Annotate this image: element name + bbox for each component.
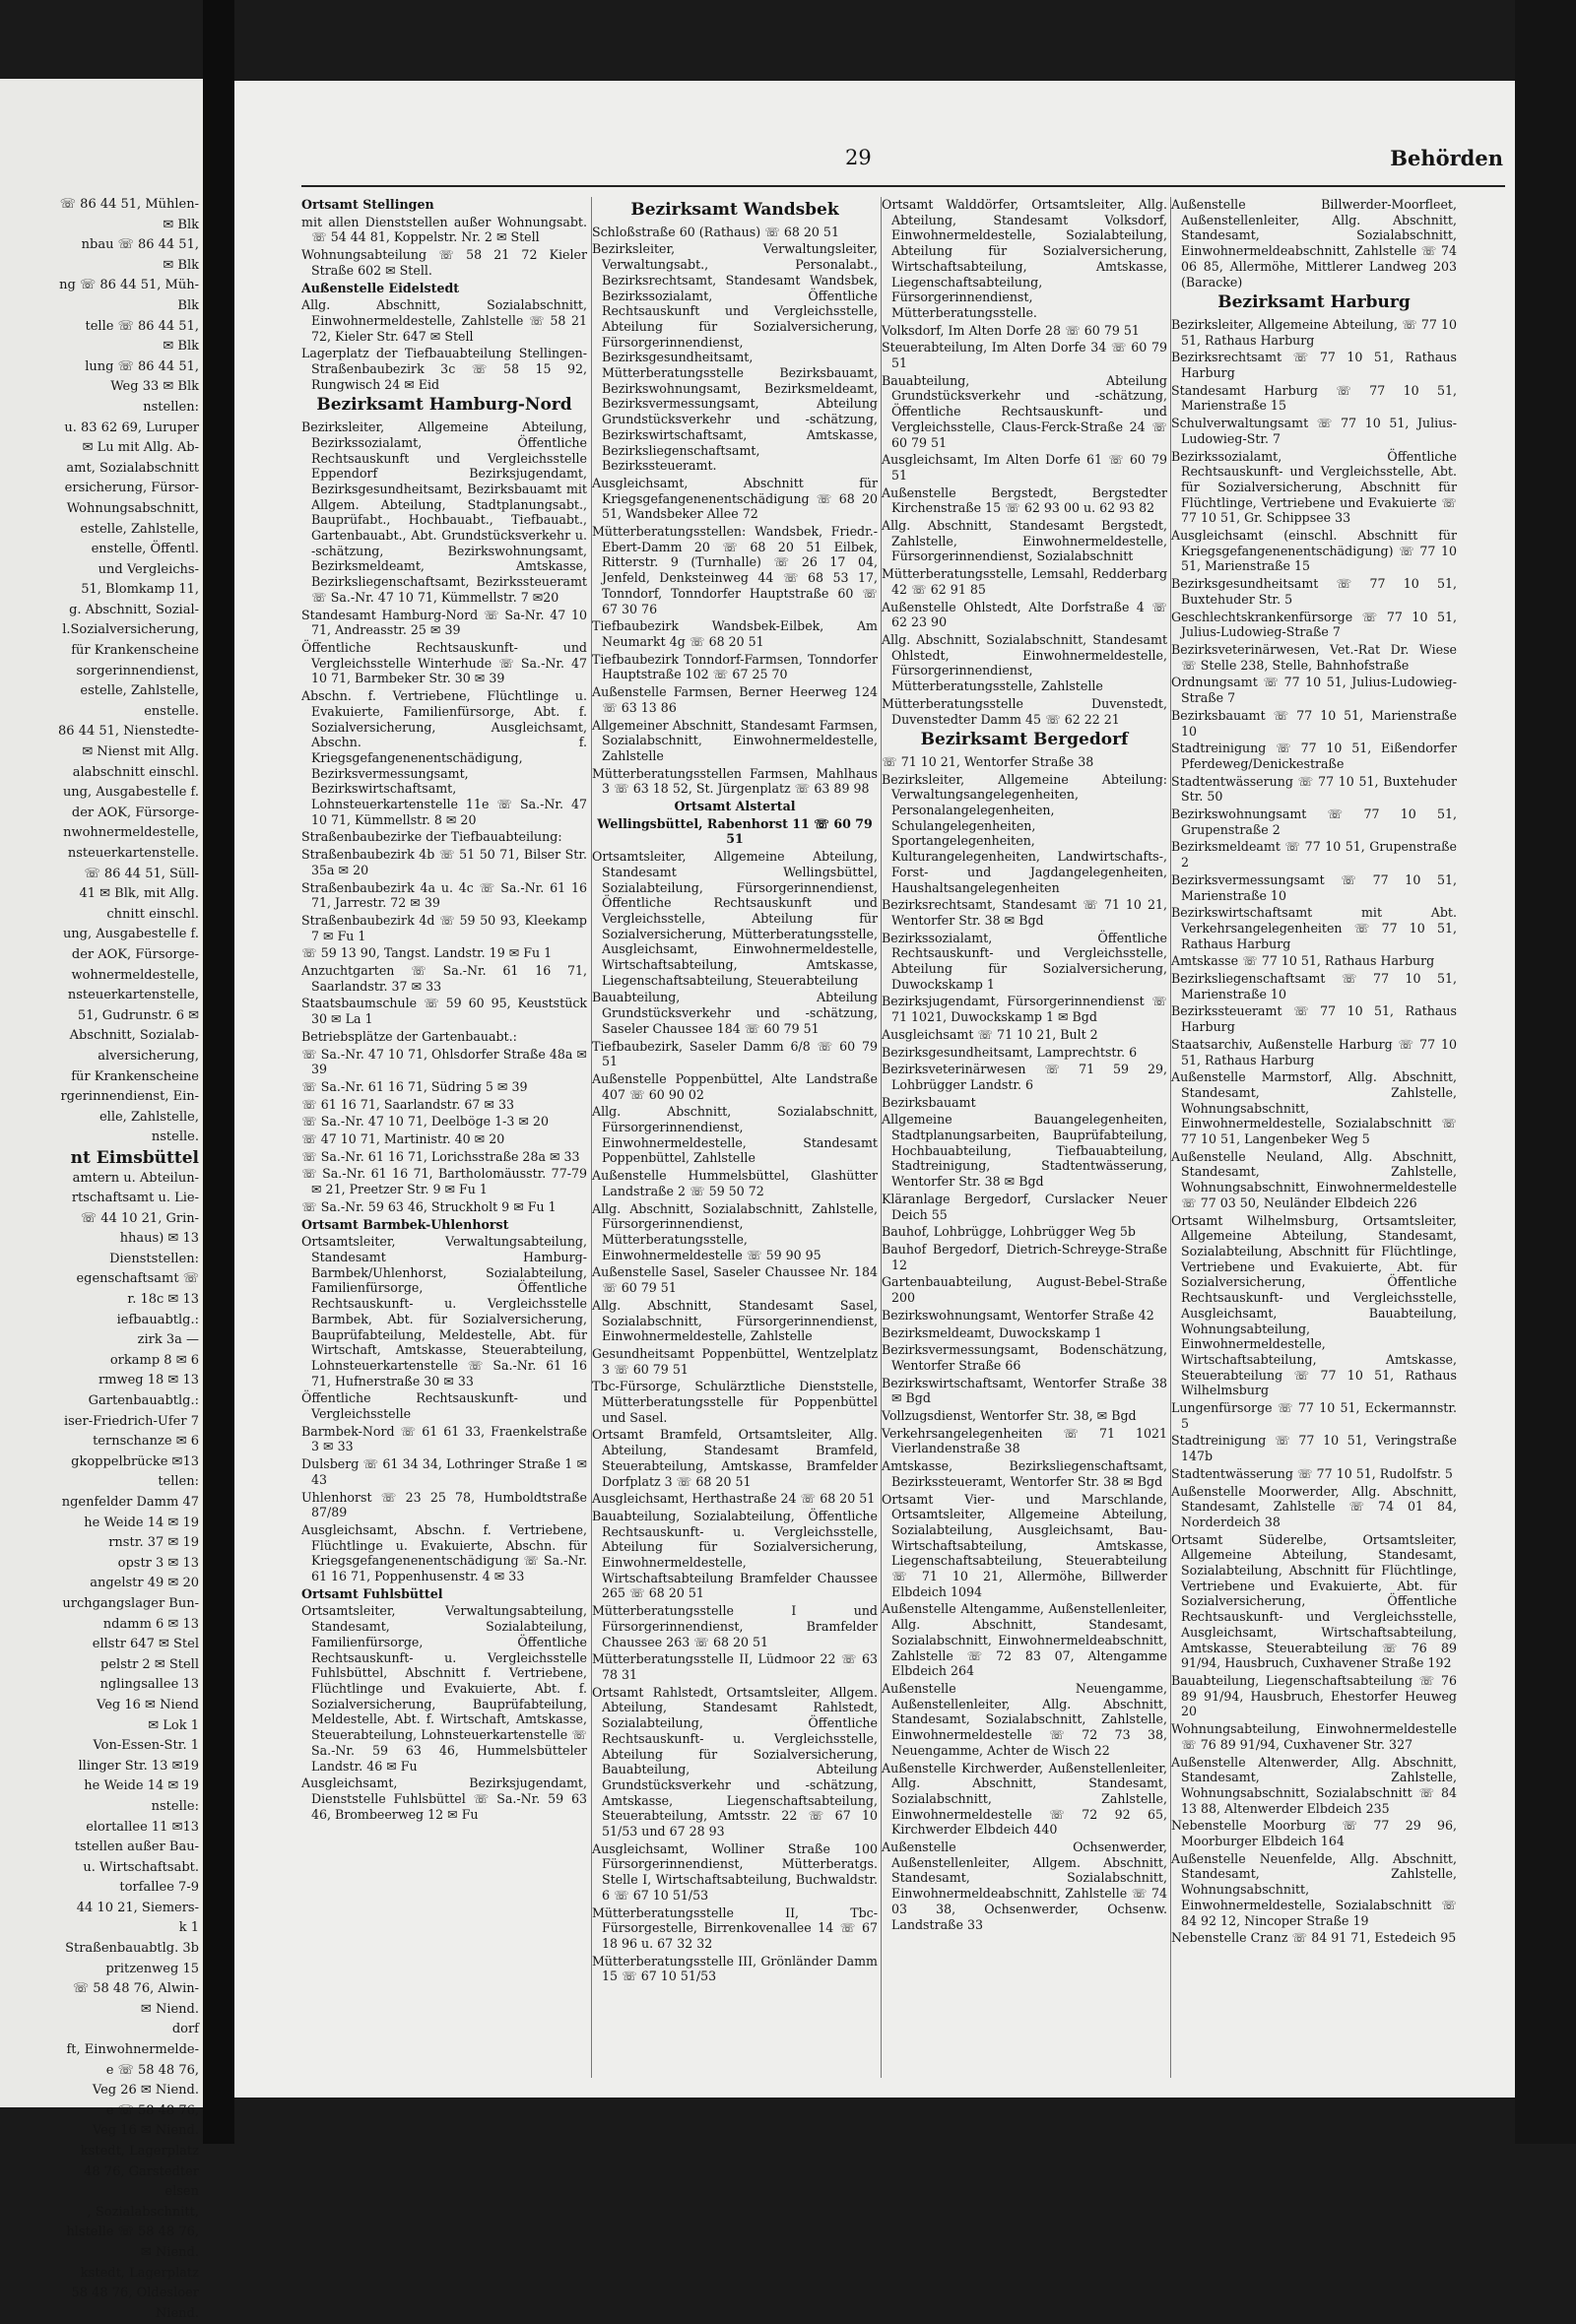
directory-entry: Ausgleichsamt, Abschnitt für Kriegsgefangenenentschädigung ☏ 68 20 51, Wandsbeker Allee 72 <box>592 475 878 522</box>
fragment-line: hhaus) ✉ 13 <box>119 1231 199 1247</box>
fragment-line: ng ☏ 86 44 51, Müh- <box>59 278 199 293</box>
directory-entry: Ortsamt Barmbek-Uhlenhorst <box>301 1216 509 1232</box>
fragment-line: ✉ Lok 1 <box>148 1717 199 1733</box>
directory-entry: Gesundheitsamt Poppenbüttel, Wentzelplatz 3 ☏ 60 79 51 <box>592 1345 878 1377</box>
fragment-line: u. 83 62 69, Luruper <box>64 420 199 435</box>
fragment-line: hlstelle ☏ 58 48 76, <box>66 2225 199 2240</box>
directory-entry: Bezirksgesundheitsamt, Lamprechtstr. 6 <box>882 1044 1138 1060</box>
directory-entry: Nebenstelle Moorburg ☏ 77 29 96, Moorburger Elbdeich 164 <box>1171 1818 1457 1849</box>
fragment-line: ☏ 58 48 76, Alwin- <box>72 1981 199 1997</box>
fragment-line: ✉ Niend. <box>140 2001 199 2017</box>
fragment-line: Gartenbauabtlg.: <box>88 1393 199 1409</box>
fragment-line: 58 48 76, Oldesloer <box>71 2286 199 2301</box>
fragment-line: egenschaftsamt ☏ <box>76 1271 199 1287</box>
fragment-line: nglingsallee 13 <box>99 1677 199 1693</box>
directory-entry: ☏ Sa.-Nr. 59 63 46, Struckholt 9 ✉ Fu 1 <box>301 1198 557 1214</box>
directory-entry: ☏ Sa.-Nr. 61 16 71, Bartholomäusstr. 77-79 ✉ 21, Preetzer Str. 9 ✉ Fu 1 <box>301 1166 587 1197</box>
section-heading: Bezirksamt Harburg <box>1217 292 1411 313</box>
fragment-line: ✉ Blk <box>163 257 199 273</box>
directory-entry: Außenstelle Marmstorf, Allg. Abschnitt, Standesamt, Zahlstelle, Wohnungsabschnitt, Einwohnermeldestelle, Sozialabschnitt ☏ 77 10 51, Langenbeker Weg 5 <box>1171 1069 1457 1147</box>
fragment-line: ung, Ausgabestelle f. <box>62 927 199 942</box>
directory-entry: Bezirksleiter, Allgemeine Abteilung, Bezirkssozialamt, Öffentliche Rechtsauskunft und Vergleichsstelle Eppendorf Bezirksjugendamt, Bezirksgesundheitsamt, Bezirksbauamt mit Allgem. Abteilung, Stadtplanungsabt., Bauprüfabt., Hochbauabt., Tiefbauabt., Gartenbauabt., Abt. Grundstücksverkehr u. -schätzung, Bezirkswohnungsamt, Bezirksmeldeamt, Amtskasse, Bezirksliegenschaftsamt, Bezirkssteueramt ☏ Sa.-Nr. 47 10 71, Kümmellstr. 7 ✉20 <box>301 420 587 605</box>
fragment-line: tstellen außer Bau- <box>74 1840 199 1855</box>
directory-entry: Bezirksrechtsamt ☏ 77 10 51, Rathaus Harburg <box>1171 350 1457 381</box>
directory-entry: Ortsamt Bramfeld, Ortsamtsleiter, Allg. Abteilung, Standesamt Bramfeld, Steuerabteilung, Amtskasse, Bramfelder Dorfplatz 3 ☏ 68 20 51 <box>592 1427 878 1489</box>
directory-entry: Mütterberatungsstelle I und Fürsorgerinnendienst, Bramfelder Chaussee 263 ☏ 68 20 51 <box>592 1603 878 1649</box>
fragment-line: ✉ Lu mit Allg. Ab- <box>82 440 199 456</box>
directory-entry: Ortsamt Vier- und Marschlande, Ortsamtsleiter, Allgemeine Abteilung, Sozialabteilung, Ausgleichsamt, Bau-Wirtschaftsabteilung, Amtskasse, Liegenschaftsabteilung, Steuerabteilung ☏ 71 10 21, Allermöhe, Billwerder Elbdeich 1094 <box>882 1491 1167 1599</box>
directory-entry: Allg. Abschnitt, Standesamt Sasel, Sozialabschnitt, Fürsorgerinnendienst, Einwohnermeldestelle, Zahlstelle <box>592 1297 878 1344</box>
fragment-line: Veg 26 ✉ Niend. <box>92 2083 199 2098</box>
directory-column-2 <box>591 197 878 2078</box>
directory-entry: Bezirksgesundheitsamt ☏ 77 10 51, Buxtehuder Str. 5 <box>1171 576 1457 607</box>
directory-entry: Bezirksvermessungsamt, Bodenschätzung, Wentorfer Straße 66 <box>882 1342 1167 1373</box>
directory-entry: Straßenbaubezirke der Tiefbauabteilung: <box>301 829 562 845</box>
directory-entry: Ortsamtsleiter, Allgemeine Abteilung, Standesamt Wellingsbüttel, Sozialabteilung, Fürsorgerinnendienst, Öffentliche Rechtsauskunft und Vergleichsstelle, Abteilung für Sozialversicherung, Mütterberatungsstelle, Ausgleichsamt, Einwohnermeldestelle, Wirtschaftsabteilung, Amtskasse, Liegenschaftsabteilung, Steuerabteilung <box>592 849 878 988</box>
directory-entry: Bauabteilung, Abteilung Grundstücksverkehr und -schätzung, Saseler Chaussee 184 ☏ 60 79 51 <box>592 990 878 1036</box>
directory-entry: Ausgleichsamt, Im Alten Dorfe 61 ☏ 60 79 51 <box>882 452 1167 483</box>
directory-entry: Außenstelle Kirchwerder, Außenstellenleiter, Allg. Abschnitt, Standesamt, Sozialabschnitt, Zahlstelle, Einwohnermeldestelle ☏ 72 92 65, Kirchwerder Elbdeich 440 <box>882 1760 1167 1838</box>
directory-entry: Bezirksrechtsamt, Standesamt ☏ 71 10 21, Wentorfer Str. 38 ✉ Bgd <box>882 897 1167 928</box>
directory-entry: Amtskasse ☏ 77 10 51, Rathaus Harburg <box>1171 953 1435 969</box>
directory-entry: Amtskasse, Bezirksliegenschaftsamt, Bezirkssteueramt, Wentorfer Str. 38 ✉ Bgd <box>882 1458 1167 1489</box>
directory-column-4 <box>1170 197 1457 2078</box>
directory-entry: Ortsamt Süderelbe, Ortsamtsleiter, Allgemeine Abteilung, Standesamt, Sozialabteilung, Abschnitt für Flüchtlinge, Vertriebene und Evakuierte, Abt. für Sozialversicherung, Öffentliche Rechtsauskunft- und Vergleichsstelle, Ausgleichsamt, Wirtschaftsabteilung, Amtskasse, Steuerabteilung ☏ 76 89 91/94, Hausbruch, Cuxhavener Straße 192 <box>1171 1531 1457 1671</box>
fragment-line: Abschnitt, Sozialab- <box>69 1028 199 1044</box>
directory-column-1 <box>301 197 587 2078</box>
fragment-line: Von-Essen-Str. 1 <box>93 1738 199 1754</box>
directory-entry: Außenstelle Altenwerder, Allg. Abschnitt, Standesamt, Zahlstelle, Wohnungsabschnitt, Sozialabschnitt ☏ 84 13 88, Altenwerder Elbdeich 235 <box>1171 1754 1457 1816</box>
directory-entry: Bauhof, Lohbrügge, Lohbrügger Weg 5b <box>882 1224 1136 1240</box>
fragment-line: ersicherung, Fürsor- <box>64 481 199 496</box>
directory-entry: Bezirkssozialamt, Öffentliche Rechtsauskunft- und Vergleichsstelle, Abt. für Sozialversicherung, Abschnitt für Flüchtlinge, Vertriebene und Evakuierte ☏ 77 10 51, Gr. Schippsee 33 <box>1171 448 1457 526</box>
fragment-line: 48 76, Garstedter <box>84 2163 199 2179</box>
directory-entry: Ausgleichsamt ☏ 71 10 21, Bult 2 <box>882 1026 1098 1042</box>
directory-entry: Schloßstraße 60 (Rathaus) ☏ 68 20 51 <box>592 224 839 239</box>
directory-entry: Bezirkswohnungsamt ☏ 77 10 51, Grupenstraße 2 <box>1171 807 1457 837</box>
directory-entry: Mütterberatungsstelle, Lemsahl, Redderbarg 42 ☏ 62 91 85 <box>882 566 1168 597</box>
directory-entry: Mütterberatungsstelle III, Grönländer Damm 15 ☏ 67 10 51/53 <box>592 1953 878 1984</box>
page-header <box>234 146 1515 179</box>
directory-entry: ☏ Sa.-Nr. 61 16 71, Lorichsstraße 28a ✉ 33 <box>301 1148 580 1164</box>
fragment-line: rgerinnendienst, Ein- <box>60 1089 199 1105</box>
directory-column-3 <box>881 197 1167 2078</box>
section-title: Behörden <box>1390 146 1503 170</box>
fragment-line: urchgangslager Bun- <box>62 1595 199 1611</box>
directory-entry: ☏ 61 16 71, Saarlandstr. 67 ✉ 33 <box>301 1096 514 1112</box>
fragment-line: Niend. <box>155 2305 199 2321</box>
fragment-line: sorgerinnendienst, <box>76 663 199 678</box>
directory-entry: Stadtentwässerung ☏ 77 10 51, Rudolfstr. 5 <box>1171 1465 1453 1481</box>
directory-entry: Kläranlage Bergedorf, Curslacker Neuer Deich 55 <box>882 1191 1167 1222</box>
directory-entry: Öffentliche Rechtsauskunft- und Vergleichsstelle Winterhude ☏ Sa.-Nr. 47 10 71, Barmbeker Str. 30 ✉ 39 <box>301 639 587 686</box>
fragment-line: Veg 16 ✉ Niend. <box>92 2123 199 2139</box>
directory-entry: Allg. Abschnitt, Sozialabschnitt, Fürsorgerinnendienst, Einwohnermeldestelle, Standesamt Poppenbüttel, Zahlstelle <box>592 1104 878 1166</box>
fragment-line: u. Wirtschaftsabt. <box>83 1859 199 1875</box>
fragment-line: amtern u. Abteilun- <box>72 1170 199 1186</box>
fragment-line: alabschnitt einschl. <box>72 764 199 780</box>
directory-entry: Mütterberatungsstelle II, Lüdmoor 22 ☏ 63 78 31 <box>592 1651 878 1682</box>
directory-entry: Außenstelle Billwerder-Moorfleet, Außenstellenleiter, Allg. Abschnitt, Standesamt, Sozialabschnitt, Einwohnermeldeabschnitt, Zahlstelle ☏ 74 06 85, Allermöhe, Mittlerer Landweg 203 (Baracke) <box>1171 197 1457 290</box>
fragment-line: tellen: <box>158 1474 199 1490</box>
fragment-line: torfallee 7-9 <box>119 1880 199 1896</box>
directory-entry: Außenstelle Neuenfelde, Allg. Abschnitt, Standesamt, Zahlstelle, Wohnungsabschnitt, Einwohnermeldestelle, Sozialabschnitt ☏ 84 92 12, Nincoper Straße 19 <box>1171 1850 1457 1928</box>
fragment-line: ngenfelder Damm 47 <box>61 1495 199 1510</box>
fragment-line: iefbauabtlg.: <box>116 1312 199 1327</box>
fragment-line: kstedt, Lagerplatz <box>80 2265 199 2281</box>
directory-entry: Bezirksjugendamt, Fürsorgerinnendienst ☏ 71 1021, Duwockskamp 1 ✉ Bgd <box>882 994 1167 1025</box>
directory-entry: Mütterberatungsstelle II, Tbc-Fürsorgestelle, Birrenkovenallee 14 ☏ 67 18 96 u. 67 32 32 <box>592 1904 878 1951</box>
fragment-line: für Krankenscheine <box>71 643 199 659</box>
directory-entry: Standesamt Hamburg-Nord ☏ Sa-Nr. 47 10 71, Andreasstr. 25 ✉ 39 <box>301 607 587 638</box>
fragment-line: und Vergleichs- <box>98 561 199 577</box>
fragment-line: estelle, Zahlstelle, <box>80 683 199 699</box>
fragment-line: nwohnermeldestelle, <box>63 825 199 841</box>
directory-entry: Abschn. f. Vertriebene, Flüchtlinge u. Evakuierte, Familienfürsorge, Abt. f. Sozialversicherung, Ausgleichsamt, Abschn. f. Kriegsgefangenenentschädigung, Bezirksvermessungsamt, Bezirkswirtschaftsamt, Lohnsteuerkartenstelle 11e ☏ Sa.-Nr. 47 10 71, Kümmellstr. 8 ✉ 20 <box>301 688 587 827</box>
directory-entry: Allg. Abschnitt, Sozialabschnitt, Einwohnermeldestelle, Zahlstelle ☏ 58 21 72, Kieler Str. 647 ✉ Stell <box>301 297 587 344</box>
fragment-line: lung ☏ 86 44 51, <box>85 358 199 374</box>
directory-entry: Bezirksleiter, Verwaltungsleiter, Verwaltungsabt., Personalabt., Bezirksrechtsamt, Standesamt Wandsbek, Bezirkssozialamt, Öffentliche Rechtsauskunft und Vergleichsstelle, Abteilung für Sozialversicherung, Fürsorgerinnendienst, Bezirksgesundheitsamt, Mütterberatungsstelle Bezirksbauamt, Bezirkswohnungsamt, Bezirksmeldeamt, Bezirksvermessungsamt, Abteilung Grundstücksverkehr und -schätzung, Bezirkswirtschaftsamt, Amtskasse, Bezirksliegenschaftsamt, Bezirkssteueramt. <box>592 241 878 474</box>
fragment-line: g. Abschnitt, Sozial- <box>69 602 199 617</box>
fragment-line: estelle, Zahlstelle, <box>80 521 199 537</box>
header-rule <box>301 185 1505 187</box>
directory-entry: Bezirkswirtschaftsamt, Wentorfer Straße 38 ✉ Bgd <box>882 1375 1167 1406</box>
directory-entry: Ortsamtsleiter, Verwaltungsabteilung, Standesamt Hamburg-Barmbek/Uhlenhorst, Sozialabteilung, Familienfürsorge, Öffentliche Rechtsauskunft- u. Vergleichsstelle Barmbek, Abt. für Sozialversicherung, Bauprüfabteilung, Meldestelle, Abt. für Wirtschaft, Amtskasse, Steuerabteilung, Lohnsteuerkartenstelle ☏ Sa.-Nr. 61 16 71, Hufnerstraße 30 ✉ 33 <box>301 1234 587 1388</box>
fragment-line: ft, Einwohnermelde- <box>66 2042 199 2058</box>
directory-entry: Steuerabteilung, Im Alten Dorfe 34 ☏ 60 79 51 <box>882 340 1167 371</box>
fragment-line: ternschanze ✉ 6 <box>93 1434 199 1450</box>
directory-entry: Standesamt Harburg ☏ 77 10 51, Marienstraße 15 <box>1171 382 1457 414</box>
fragment-line: kstedt, Lagerplatz <box>80 2144 199 2159</box>
directory-entry: Bezirksbauamt <box>882 1094 976 1110</box>
directory-entry: Stadtreinigung ☏ 77 10 51, Eißendorfer Pferdeweg/Denickestraße <box>1171 741 1457 771</box>
directory-entry: Ortsamt Fuhlsbüttel <box>301 1585 443 1601</box>
directory-entry: ☏ 47 10 71, Martinistr. 40 ✉ 20 <box>301 1131 505 1147</box>
directory-entry: ☏ Sa.-Nr. 61 16 71, Südring 5 ✉ 39 <box>301 1078 528 1094</box>
fragment-line: ✉ Blk <box>163 217 199 232</box>
directory-entry: Ausgleichsamt, Herthastraße 24 ☏ 68 20 51 <box>592 1491 876 1507</box>
fragment-line: für Krankenscheine <box>71 1068 199 1084</box>
directory-entry: Ortsamt Alstertal <box>674 799 796 814</box>
directory-entry: Bauabteilung, Sozialabteilung, Öffentliche Rechtsauskunft- u. Vergleichsstelle, Abteilung für Sozialversicherung, Einwohnermeldestelle, Wirtschaftsabteilung Bramfelder Chaussee 265 ☏ 68 20 51 <box>592 1508 878 1601</box>
fragment-line: dorf <box>171 2022 199 2037</box>
directory-entry: Bezirksmeldeamt ☏ 77 10 51, Grupenstraße 2 <box>1171 839 1457 871</box>
fragment-line: der AOK, Fürsorge- <box>71 805 199 820</box>
fragment-line: opstr 3 ✉ 13 <box>117 1555 199 1571</box>
directory-entry: Außenstelle Altengamme, Außenstellenleiter, Allg. Abschnitt, Standesamt, Sozialabschnitt, Einwohnermeldeabschnitt, Zahlstelle ☏ 72 83 07, Altengamme Elbdeich 264 <box>882 1601 1167 1679</box>
directory-entry: Bezirksleiter, Allgemeine Abteilung: Verwaltungsangelegenheiten, Personalangelegenheiten, Schulangelegenheiten, Sportangelegenheiten, Kulturangelegenheiten, Landwirtschafts-, Forst- und Jagdangelegenheiten, Haushaltsangelegenheiten <box>882 771 1167 895</box>
directory-entry: Ausgleichsamt, Wolliner Straße 100 Fürsorgerinnendienst, Mütterberatgs. Stelle I, Wirtschaftsabteilung, Buchwaldstr. 6 ☏ 67 10 51/53 <box>592 1840 878 1903</box>
directory-entry: Tiefbaubezirk Wandsbek-Eilbek, Am Neumarkt 4g ☏ 68 20 51 <box>592 618 878 649</box>
fragment-line: nbau ☏ 86 44 51, <box>81 237 199 253</box>
directory-entry: Allgemeiner Abschnitt, Standesamt Farmsen, Sozialabschnitt, Einwohnermeldestelle, Zahlstelle <box>592 717 878 763</box>
directory-entry: Außenstelle Farmsen, Berner Heerweg 124 ☏ 63 13 86 <box>592 684 878 715</box>
directory-entry: Dulsberg ☏ 61 34 34, Lothringer Straße 1 ✉ 43 <box>301 1456 587 1487</box>
directory-entry: Uhlenhorst ☏ 23 25 78, Humboldtstraße 87/89 <box>301 1489 587 1520</box>
directory-entry: Tiefbaubezirk Tonndorf-Farmsen, Tonndorfer Hauptstraße 102 ☏ 67 25 70 <box>592 651 878 682</box>
fragment-line: nsteuerkartenstelle, <box>67 988 199 1003</box>
directory-entry: Bezirkssteueramt ☏ 77 10 51, Rathaus Harburg <box>1171 1003 1457 1035</box>
fragment-line: rtschaftsamt u. Lie- <box>71 1191 199 1206</box>
fragment-line: 41 ✉ Blk, mit Allg. <box>79 886 199 902</box>
directory-entry: Allgemeine Bauangelegenheiten, Stadtplanungsarbeiten, Bauprüfabteilung, Hochbauabteilung, Tiefbauabteilung, Stadtreinigung, Stadtentwässerung, Wentorfer Str. 38 ✉ Bgd <box>882 1112 1167 1190</box>
directory-entry: Tiefbaubezirk, Saseler Damm 6/8 ☏ 60 79 51 <box>592 1038 878 1069</box>
fragment-line: Weg 33 ✉ Blk <box>110 379 199 395</box>
fragment-line: ndamm 6 ✉ 13 <box>102 1616 199 1632</box>
fragment-line: telle ☏ 86 44 51, <box>85 318 199 334</box>
fragment-line: Dienststellen: <box>109 1251 199 1266</box>
directory-entry: Volksdorf, Im Alten Dorfe 28 ☏ 60 79 51 <box>882 322 1140 338</box>
directory-entry: Allg. Abschnitt, Sozialabschnitt, Zahlstelle, Fürsorgerinnendienst, Mütterberatungsstelle, Einwohnermeldestelle ☏ 59 90 95 <box>592 1200 878 1262</box>
directory-entry: Straßenbaubezirk 4a u. 4c ☏ Sa.-Nr. 61 16 71, Jarrestr. 72 ✉ 39 <box>301 879 587 911</box>
page-number: 29 <box>845 146 872 169</box>
directory-entry: Mütterberatungsstelle Duvenstedt, Duvenstedter Damm 45 ☏ 62 22 21 <box>882 695 1167 727</box>
fragment-line: ✉ Niend. <box>140 2244 199 2260</box>
directory-entry: Gartenbauabteilung, August-Bebel-Straße 200 <box>882 1274 1167 1306</box>
directory-entry: Ortsamt Rahlstedt, Ortsamtsleiter, Allgem. Abteilung, Standesamt Rahlstedt, Sozialabteilung, Öffentliche Rechtsauskunft- u. Vergleichsstelle, Abteilung für Sozialversicherung, Bauabteilung, Abteilung Grundstücksverkehr und -schätzung, Amtskasse, Liegenschaftsabteilung, Steuerabteilung, Amtsstr. 22 ☏ 67 10 51/53 und 67 28 93 <box>592 1684 878 1840</box>
directory-entry: ☏ 71 10 21, Wentorfer Straße 38 <box>882 753 1094 769</box>
directory-entry: Straßenbaubezirk 4d ☏ 59 50 93, Kleekamp 7 ✉ Fu 1 <box>301 912 587 943</box>
fragment-line: Wohnungsabschnitt, <box>66 500 199 516</box>
fragment-line: Straßenbauabtlg. 3b <box>65 1941 199 1957</box>
directory-entry: Straßenbaubezirk 4b ☏ 51 50 71, Bilser Str. 35a ✉ 20 <box>301 847 587 877</box>
fragment-line: nstellen: <box>143 399 199 415</box>
directory-entry: Vollzugsdienst, Wentorfer Str. 38, ✉ Bgd <box>882 1408 1137 1424</box>
directory-entry: Wohnungsabteilung ☏ 58 21 72 Kieler Straße 602 ✉ Stell. <box>301 247 587 278</box>
fragment-line: enstelle, Öffentl. <box>91 542 199 557</box>
fragment-line: wohnermeldestelle, <box>71 967 199 983</box>
fragment-line: 86 44 51, Nienstedte- <box>58 724 199 740</box>
directory-entry: Bezirksveterinärwesen ☏ 71 59 29, Lohbrügger Landstr. 6 <box>882 1062 1167 1092</box>
directory-entry: Außenstelle Sasel, Saseler Chaussee Nr. 184 ☏ 60 79 51 <box>592 1264 878 1296</box>
fragment-line: nstelle. <box>151 1130 199 1145</box>
directory-entry: Bezirksleiter, Allgemeine Abteilung, ☏ 77 10 51, Rathaus Harburg <box>1171 316 1457 348</box>
fragment-line: ellstr 647 ✉ Stel <box>92 1637 199 1652</box>
directory-entry: Bezirkswohnungsamt, Wentorfer Straße 42 <box>882 1307 1154 1323</box>
directory-entry: Ortsamt Stellingen <box>301 197 434 212</box>
scan-border <box>1515 0 1576 2144</box>
fragment-line: pritzenweg 15 <box>105 1961 199 1976</box>
directory-entry: Bauabteilung, Liegenschaftsabteilung ☏ 76 89 91/94, Hausbruch, Ehestorfer Heuweg 20 <box>1171 1672 1457 1719</box>
directory-entry: Bezirksliegenschaftsamt ☏ 77 10 51, Marienstraße 10 <box>1171 971 1457 1001</box>
directory-entry: Bezirkswirtschaftsamt mit Abt. Verkehrsangelegenheiten ☏ 77 10 51, Rathaus Harburg <box>1171 905 1457 951</box>
directory-entry: Bezirksveterinärwesen, Vet.-Rat Dr. Wiese ☏ Stelle 238, Stelle, Bahnhofstraße <box>1171 641 1457 673</box>
directory-entry: ☏ Sa.-Nr. 47 10 71, Ohlsdorfer Straße 48a ✉ 39 <box>301 1046 587 1077</box>
directory-entry: Staatsbaumschule ☏ 59 60 95, Keuststück 30 ✉ La 1 <box>301 996 587 1027</box>
directory-entry: Ortsamt Wilhelmsburg, Ortsamtsleiter, Allgemeine Abteilung, Standesamt, Sozialabteilung, Abschnitt für Flüchtlinge, Vertriebene und Evakuierte, Abt. für Sozialversicherung, Öffentliche Rechtsauskunft- und Vergleichsstelle, Ausgleichsamt, Bauabteilung, Wohnungsabteilung, Einwohnermeldestelle, Wirtschaftsabteilung, Amtskasse, Steuerabteilung ☏ 77 10 51, Rathaus Wilhelmsburg <box>1171 1212 1457 1398</box>
directory-entry: Ausgleichsamt (einschl. Abschnitt für Kriegsgefangenenentschädigung) ☏ 77 10 51, Marienstraße 15 <box>1171 528 1457 574</box>
directory-entry: Außenstelle Eidelstedt <box>301 280 460 295</box>
directory-entry: Ortsamt Walddörfer, Ortsamtsleiter, Allg. Abteilung, Standesamt Volksdorf, Einwohnermeldestelle, Sozialabteilung, Abteilung für Sozialversicherung, Wirtschaftsabteilung, Amtskasse, Liegenschaftsabteilung, Fürsorgerinnendienst, Mütterberatungsstelle. <box>882 197 1167 320</box>
fragment-line: rnstr. 37 ✉ 19 <box>108 1535 199 1551</box>
fragment-line: elsen <box>164 2184 199 2200</box>
directory-entry: Schulverwaltungsamt ☏ 77 10 51, Julius-Ludowieg-Str. 7 <box>1171 416 1457 446</box>
fragment-line: 44 10 21, Siemers- <box>76 1900 199 1915</box>
book-gutter <box>203 0 234 2144</box>
fragment-line: enstelle. <box>144 703 199 719</box>
fragment-line: Blk <box>177 297 199 313</box>
directory-entry: Bezirksbauamt ☏ 77 10 51, Marienstraße 10 <box>1171 707 1457 739</box>
directory-entry: Nebenstelle Cranz ☏ 84 91 71, Estedeich 95 <box>1171 1930 1457 1946</box>
directory-entry: Außenstelle Ohlstedt, Alte Dorfstraße 4 ☏ 62 23 90 <box>882 599 1167 630</box>
fragment-line: ☏ 44 10 21, Grin- <box>80 1210 199 1226</box>
directory-entry: Geschlechtskrankenfürsorge ☏ 77 10 51, Julius-Ludowieg-Straße 7 <box>1171 609 1457 640</box>
directory-entry: Mütterberatungsstellen Farmsen, Mahlhaus 3 ☏ 63 18 52, St. Jürgenplatz ☏ 63 89 98 <box>592 765 878 797</box>
fragment-line: llinger Str. 13 ✉19 <box>78 1758 199 1774</box>
directory-entry: Außenstelle Poppenbüttel, Alte Landstraße 407 ☏ 60 90 02 <box>592 1070 878 1102</box>
directory-entry: Betriebsplätze der Gartenbauabt.: <box>301 1028 517 1044</box>
directory-entry: Ortsamtsleiter, Verwaltungsabteilung, Standesamt, Sozialabteilung, Familienfürsorge, Öffentliche Rechtsauskunft- u. Vergleichsstelle Fuhlsbüttel, Abschnitt f. Vertriebene, Flüchtlinge und Evakuierte, Abt. f. Sozialversicherung, Bauprüfabteilung, Meldestelle, Abt. f. Wirtschaft, Amtskasse, Steuerabteilung, Lohnsteuerkartenstelle ☏ Sa.-Nr. 59 63 46, Hummelsbütteler Landstr. 46 ✉ Fu <box>301 1603 587 1774</box>
directory-entry: Wellingsbüttel, Rabenhorst 11 ☏ 60 79 51 <box>597 815 873 847</box>
fragment-line: gkoppelbrücke ✉13 <box>71 1453 199 1469</box>
directory-entry: ☏ 59 13 90, Tangst. Landstr. 19 ✉ Fu 1 <box>301 945 553 961</box>
directory-entry: Anzuchtgarten ☏ Sa.-Nr. 61 16 71, Saarlandstr. 37 ✉ 33 <box>301 963 587 994</box>
fragment-line: iser-Friedrich-Ufer 7 <box>63 1413 199 1429</box>
fragment-line: e ☏ 58 48 76, <box>105 2062 199 2078</box>
directory-entry: Außenstelle Neuland, Allg. Abschnitt, Standesamt, Zahlstelle, Wohnungsabschnitt, Einwohnermeldestelle ☏ 77 03 50, Neuländer Elbdeich 226 <box>1171 1148 1457 1210</box>
fragment-line: nt Eimsbüttel <box>70 1147 199 1168</box>
fragment-line: zirk 3a — <box>137 1332 199 1348</box>
fragment-line: ung, Ausgabestelle f. <box>62 785 199 801</box>
fragment-line: e ☏ 58 48 76, <box>105 2102 199 2118</box>
fragment-line: pelstr 2 ✉ Stell <box>100 1656 199 1672</box>
fragment-line: r. 18c ✉ 13 <box>127 1292 199 1308</box>
directory-entry: Außenstelle Moorwerder, Allg. Abschnitt, Standesamt, Zahlstelle ☏ 74 01 84, Norderdeich 38 <box>1171 1483 1457 1529</box>
directory-entry: Außenstelle Hummelsbüttel, Glashütter Landstraße 2 ☏ 59 50 72 <box>592 1168 878 1198</box>
fragment-line: ✉ Nienst mit Allg. <box>82 744 199 760</box>
fragment-line: alversicherung, <box>98 1048 199 1064</box>
section-heading: Bezirksamt Wandsbek <box>630 200 839 220</box>
fragment-line: ☏ 86 44 51, Mühlen- <box>59 197 199 212</box>
fragment-line: elortallee 11 ✉13 <box>86 1819 199 1835</box>
directory-page <box>234 81 1515 2098</box>
directory-entry: Lungenfürsorge ☏ 77 10 51, Eckermannstr. 5 <box>1171 1400 1457 1431</box>
fragment-line: he Weide 14 ✉ 19 <box>84 1778 199 1794</box>
section-heading: Bezirksamt Bergedorf <box>920 730 1129 750</box>
directory-entry: Öffentliche Rechtsauskunft- und Vergleichsstelle <box>301 1390 587 1422</box>
directory-entry: Allg. Abschnitt, Standesamt Bergstedt, Zahlstelle, Einwohnermeldestelle, Fürsorgerinnendienst, Sozialabschnitt <box>882 518 1167 564</box>
directory-entry: Stadtreinigung ☏ 77 10 51, Veringstraße 147b <box>1171 1433 1457 1464</box>
fragment-line: he Weide 14 ✉ 19 <box>84 1515 199 1530</box>
directory-entry: Lagerplatz der Tiefbauabteilung Stellingen-Straßenbaubezirk 3c ☏ 58 15 92, Rungwisch 24 ✉ Eid <box>301 346 587 392</box>
directory-entry: Allg. Abschnitt, Sozialabschnitt, Standesamt Ohlstedt, Einwohnermeldestelle, Fürsorgerinnendienst, Mütterberatungsstelle, Zahlstelle <box>882 631 1167 694</box>
directory-entry: Außenstelle Neuengamme, Außenstellenleiter, Allg. Abschnitt, Standesamt, Sozialabschnitt, Zahlstelle, Einwohnermeldestelle ☏ 72 73 38, Neuengamme, Achter de Wisch 22 <box>882 1680 1167 1758</box>
directory-entry: Bezirksvermessungsamt ☏ 77 10 51, Marienstraße 10 <box>1171 872 1457 903</box>
directory-entry: Außenstelle Ochsenwerder, Außenstellenleiter, Allgem. Abschnitt, Standesamt, Sozialabschnitt, Einwohnermeldeabschnitt, Zahlstelle ☏ 74 03 38, Ochsenwerder, Ochsenw. Landstraße 33 <box>882 1840 1167 1932</box>
fragment-line: der AOK, Fürsorge- <box>71 946 199 962</box>
directory-entry: Bauhof Bergedorf, Dietrich-Schreyge-Straße 12 <box>882 1242 1167 1272</box>
fragment-line: l.Sozialversicherung, <box>62 622 199 638</box>
directory-entry: Ausgleichsamt, Bezirksjugendamt, Dienststelle Fuhlsbüttel ☏ Sa.-Nr. 59 63 46, Brombeerweg 12 ✉ Fu <box>301 1775 587 1822</box>
directory-entry: Bezirksmeldeamt, Duwockskamp 1 <box>882 1324 1102 1340</box>
directory-entry: Mütterberatungsstellen: Wandsbek, Friedr.-Ebert-Damm 20 ☏ 68 20 51 Eilbek, Ritterstr. 9 (Turnhalle) ☏ 26 17 04, Jenfeld, Denksteinweg 44 ☏ 68 53 17, Tonndorf, Tonndorfer Hauptstraße 60 ☏ 67 30 76 <box>592 524 878 616</box>
fragment-line: nsteuerkartenstelle. <box>67 846 199 861</box>
fragment-line: orkamp 8 ✉ 6 <box>109 1352 199 1368</box>
fragment-line: chnitt einschl. <box>106 906 199 922</box>
section-heading: Bezirksamt Hamburg-Nord <box>316 395 572 416</box>
fragment-line: 51, Blomkamp 11, <box>81 582 199 598</box>
fragment-line: ☏ 86 44 51, Süll- <box>84 866 199 881</box>
fragment-line: rmweg 18 ✉ 13 <box>98 1373 199 1388</box>
directory-entry: Bezirkssozialamt, Öffentliche Rechtsauskunft- und Vergleichsstelle, Abteilung für Sozialversicherung, Duwockskamp 1 <box>882 930 1167 992</box>
directory-entry: ☏ Sa.-Nr. 47 10 71, Deelböge 1-3 ✉ 20 <box>301 1114 549 1130</box>
directory-entry: Außenstelle Bergstedt, Bergstedter Kirchenstraße 15 ☏ 62 93 00 u. 62 93 82 <box>882 484 1167 516</box>
fragment-line: Veg 16 ✉ Niend <box>97 1697 199 1712</box>
fragment-line: 51, Gudrunstr. 6 ✉ <box>77 1007 199 1023</box>
fragment-line: ✉ Blk <box>163 339 199 355</box>
fragment-line: elle, Zahlstelle, <box>98 1109 199 1125</box>
directory-entry: mit allen Dienststellen außer Wohnungsabt. ☏ 54 44 81, Koppelstr. Nr. 2 ✉ Stell <box>301 214 587 245</box>
directory-entry: Barmbek-Nord ☏ 61 61 33, Fraenkelstraße 3 ✉ 33 <box>301 1423 587 1454</box>
adjacent-page-fragment <box>0 79 203 2321</box>
fragment-line: k 1 <box>178 1920 199 1936</box>
adjacent-page-lines <box>0 79 203 2324</box>
fragment-line: angelstr 49 ✉ 20 <box>90 1576 199 1591</box>
directory-entry: Verkehrsangelegenheiten ☏ 71 1021 Vierlandenstraße 38 <box>882 1425 1167 1456</box>
fragment-line: , Sozialabschnitt, <box>87 2204 199 2220</box>
directory-entry: Ordnungsamt ☏ 77 10 51, Julius-Ludowieg-Straße 7 <box>1171 675 1457 706</box>
fragment-line: nstelle: <box>151 1798 199 1814</box>
directory-entry: Ausgleichsamt, Abschn. f. Vertriebene, Flüchtlinge u. Evakuierte, Abschn. für Kriegsgefangenenentschädigung ☏ Sa.-Nr. 61 16 71, Poppenhusenstr. 4 ✉ 33 <box>301 1521 587 1584</box>
fragment-line: amt, Sozialabschnitt <box>66 460 199 476</box>
directory-entry: Wohnungsabteilung, Einwohnermeldestelle ☏ 76 89 91/94, Cuxhavener Str. 327 <box>1171 1721 1457 1752</box>
directory-entry: Tbc-Fürsorge, Schulärztliche Dienststelle, Mütterberatungsstelle für Poppenbüttel und Sasel. <box>592 1379 878 1425</box>
directory-entry: Staatsarchiv, Außenstelle Harburg ☏ 77 10 51, Rathaus Harburg <box>1171 1036 1457 1067</box>
directory-entry: Bauabteilung, Abteilung Grundstücksverkehr und -schätzung, Öffentliche Rechtsauskunft- und Vergleichsstelle, Claus-Ferck-Straße 24 ☏ 60 79 51 <box>882 372 1167 450</box>
directory-entry: Stadtentwässerung ☏ 77 10 51, Buxtehuder Str. 50 <box>1171 773 1457 805</box>
